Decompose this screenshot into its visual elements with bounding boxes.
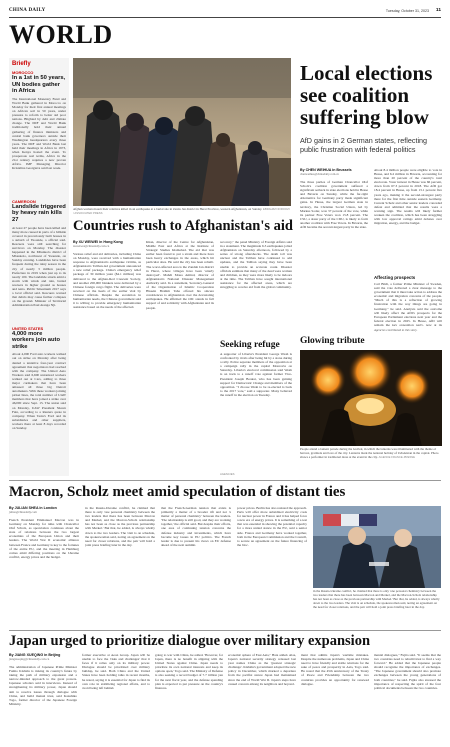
elections-col-2: About 8.4 million people were eligible to vote in Hesse, and 6.2 million in Bavaria, accounting for more than 20 percent of the country's total electorate. Voter turnout in Hesse was 66 percent, down from 67.3 percent in 2018. The AfD got 18.4 percent in Hesse, up from 13.1 percent five years ago, making it the second-strongest party there for the first time outside eastern Germany. Current Scholz and other senior leaders conceded defeat and admitted that the results were a warning sign. The results will likely further weaken the coalition, which has been struggling with low approval ratings amid debates over migration, energy, and the budget. [374,168,442,226]
elections-deck: AfD gains in 2 German states, reflecting public frustration with federal politics [300,136,428,154]
brief-body: At least 27 people have been killed and many more caused in parts of a hillside covered in precariously built houses in a suburb of Yaounde, a official said. Rescuers were still searching for survivors on Monday. The disaster happened in the Mbankolo district of Mbankolo, northwest of Yaounde, on Sunday evening. Landslides have been frequent during the rainy season in the city of nearly 3 million people. Prefecture in 2019 when just up to its nearly 100. The landslide struck amid a storm with winds and rain, buried rescuers in higher ground as houses and tents. Public Smeatnum 2017 says a local official said. Rescuers warned that debris may cause further collapses on the ground. Minister of Territorial Administration Paul Atanga Nji. [12,225,66,308]
elections-agencies-note: Agencies contributed to this story. [374,328,418,332]
byline-name: By XU WEIWEI in Hong Kong [73,240,123,244]
glowing-headline: Glowing tribute [300,336,365,346]
japan-col-2: former executive at Aeon Group. Japan will be unable to face the 'risks and challenges' that it faces if it relies only on its military power. Dialogue should be prioritized over military buildup, he said. Both China and the United States have been holding talks in recent months, he noted, saying it is essential for Japan to find its own role in stabilizing regional affairs, and to avoid being left behind. [82,653,150,690]
brief-body: The International Monetary Fund and World Bank gathered in Morocco on Monday for their first annual meetings on African soil in 50 years, under pressure to reform to better aid poor nations. Blighted by debt and climate change. The IMF and World Bank traditionally hold their annual gathering of finance ministers and central bank governors outside their Washington headquarters every three years. The IMF and World Bank last held their meetings in Africa in 1973, when Kenya hosted the event. To prosperous real terms, Africa in the 21st century requires a new proven Africa. IMF Managing Director Kristalina Georgieva said last week. [12,96,66,171]
paper-logo: CHINA DAILY [9,8,46,13]
glowing-caption-text: People attend a lantern parade during the festival, in which the lanterns were illuminated with the theme of harvest, gratitude and love of the city. Lanterns mark the national holiday of Uzbekistan in the capital. Photo shows a performer in traditional dress at the event in the city. [300,448,439,459]
section-title: WORLD [9,20,113,49]
brief-title: Landslide triggered by heavy rain kills 27 [12,203,66,223]
photo-caption [73,208,291,216]
issue-date: Tuesday, October 31, 2023 [385,9,429,13]
byline-email: julian@chinadaily.com [9,510,37,515]
glowing-credit: AGENCE FRANCE-PRESSE [378,454,416,459]
afghan-headline: Countries rush to Afghanistan's aid [73,218,293,234]
japan-col-6: mental dialogues," Fujita said. "It seems that the two countries need to rebuild trust to find a way forward." He added that the Japanese people should recognize the importance of exchanges. "The Japanese government should also promote exchanges between the young generations of both countries," he said. Fujita also stressed the importance of respecting the spirit of the four political documents between the two countries. [374,653,441,690]
japan-col-4: economic sphere of East Asia," Hata added. Alas, Japan's national security strategy released last year names China as the 'greatest strategic challenge'. Kishida's government adopted the new policy in December, which marked a departure from the pacifist stance Japan had maintained since the end of World War II. Japan's steps have caused concern among its neighbors and beyond. [228,653,296,686]
macron-col-1: French President Emmanuel Macron was in Germany on Monday for talks with Chancellor Olaf Scholz, as speculation continues about the state of relations between the two largest economies of the European Union and their leaders. The World War II economic alliance between France and Germany is key to the fortunes of the entire EU, and the meeting in Hamburg comes amid differing positions on the Ukraine conflict, energy prices and the budget. [9,518,79,559]
section-divider [9,630,441,631]
seeking-body: A supporter of Liberia's President George Weah is confronted by rivals after being hit by a stone during a rally. Police separate members of the opposition at a campaign rally in the capital Monrovia on Saturday. Liberia's electoral commission said Weah is on track to a runoff vote against former Vice-President Joseph Boakai, who has been gaining support for Democratic Change and members of the opposition. "I choose Weah to be re-elected is back to the 2017 vote," said a supporter. Many believed the runoff in the election on Tuesday. [220,352,292,397]
macron-col-4: power prices. Berlin has also resisted the approach. Paris will offer more subsidized electricity costs for nuclear power in France and it has helped force a new era of energy prices. It is something of a test that was essential in showing the potential capacity for a more united stance in the EU, said a senior aide. France and Germany have worked together, both in the European Commission and the Council, to secure an agreement on the future financing of the bloc. [237,506,307,547]
macron-col-3: that the French-German tension that exists is primarily a matter of a broader rift and not 'a matter of personal chemistry' between the leaders. 'The relationship is still good, and they are working together,' the official said. But despite their efforts, one area of continuing tension concerns the defense industry and investments, which have become key issues in EU politics. The French leader is due to present his views on EU defense ahead of the next summit. [161,506,231,547]
section-divider [9,480,441,481]
brief-place: MOROCCO [12,70,34,75]
japan-headline: Japan urged to prioritize dialogue over military expansion [9,633,371,649]
brief-item [12,70,66,195]
brief-body: About 4,000 Ford auto workers walked out on strike on Monday after being denied a tentative four-year contract agreement that negotiators had reached with the company. The United Auto Workers said 6,600 unionized workers walked out at Cars, adding to three major carmakers that have been amassed all three big Detroit automakers. With these workers joining picket lines, the total number of UAW members that have joined a strike over 46,000 since Sept. 15. The union said on Monday, UAW President Shawn Fain, according to a Reuters quote in company. When Tesla's Ford and its subsidiaries and other suppliers, workers there at least 8 days recorded on Sunday. [12,352,66,431]
seeking-credit: AGENCIES [220,472,235,476]
afghan-byline [73,240,141,248]
byline-name: By CHEN WEIHUA in Brussels [300,168,352,172]
briefly-column [9,58,69,476]
macron-headline: Macron, Scholz meet amid speculation of distant ties [9,484,346,500]
macron-byline [9,506,79,514]
masthead-bar [9,6,441,18]
briefly-label: Briefly [12,61,31,67]
japan-col-5: ment that admits Japan's wartime mistakes. Despite the numerous problems, Japan and China need to have friendly and stable relations for the sake of peace and prosperity in Asia, Togo said. He noted that the 45th anniversary of the Treaty of Peace and Friendship between the two countries provides an opportunity for renewed dialogue. [301,653,369,686]
macron-col-2: in the Russia-Ukraine conflict, he claimed that there is only 'one personal chemistry between the two leaders that there has been between Macron and Merkel, and the Macron-Scholz relationship has not been as close as the previous partnership with Merkel.' But that, he added, is always wholly down to the two leaders. The visit is on schedule, the spokeswoman said, noting an agreement on the need for closer relations, and the pair will hold a joint press briefing later in the day. [85,506,155,547]
elections-col-1: The three parties of German Chancellor Olaf Scholz's coalition government suffered a significant setback in state elections held in Hesse and Bavaria on Sunday, while the far-right Alternative for Germany party made significant gains. In Hesse, the largest German state in territory, the Christian Social Union, led by Markus Soder, won 37 percent of the vote, while its partner Free Voters won 15.8 percent. The CSU, a sister party of the CDU, is likely to form another coalition with Free Voters. In Bavaria, the AfD became the second-largest party in the state. [300,180,368,230]
byline-email: xuweiwei@chinadaily.com.cn [73,244,110,249]
brief-title: 4,000 more workers join auto strike [12,330,60,350]
earthquake-photo [73,58,291,206]
mourners-illustration [73,58,291,206]
brief-title: In a 1st in 50 years, UN bodies gather in Africa [12,75,66,95]
macron-photo-caption-text: in the Russia-Ukraine conflict, he claimed that there is only 'one personal chemistry between the two leaders that there has been between Macron and Merkel, and the Macron-Scholz relationship has not been as close as the previous partnership with Merkel.' But that, he added, is always wholly down to the two leaders. The visit is on schedule, the spokeswoman said, noting an agreement on the need for closer relations, and the pair will hold a joint press briefing later in the day. [313,590,440,609]
elections-byline [300,168,368,176]
afghan-col-1: Various relief and aid deliveries, including China on Monday, were received with a humanitarian response to Afghanistan's earthquake victims, as Afghanistan's Taliban-led government announced a new relief package. China's emergency relief package of 30 million yuan ($4.1 million) was delivered to the Afghan-Red Crescent Society, and another 200,000 blankets were delivered by a Chinese foreign cargo flight. The deliveries were received on the heels of the earlier visit by Chinese officials. Despite the escalation in humanitarian needs, the Chinese government said it is willing to provide emergency humanitarian assistance based on the needs of the affected. [73,252,141,310]
brief-item [12,326,66,445]
byline-email: jiangxueqing@chinadaily.com.cn [9,657,50,662]
elections-headline: Local elections see coalition suffering blow [300,61,433,129]
brief-place: CAMEROON [12,198,36,204]
glowing-caption [300,448,442,474]
macron-scholz-photo [313,506,441,588]
page-number: 11 [435,8,441,13]
seeking-headline: Seeking refuge [220,340,280,350]
elections-subhead: Affecting prospects [374,275,416,280]
leaders-illustration [313,506,441,588]
glowing-photo [300,350,442,446]
brief-place: UNITED STATES [12,325,44,331]
afghan-col-2: Khan, director of the Centre for Afghanistan, Middle East and Africa at the Institute of Strategic Studies Islamabad. The aid that was earlier been found to put a strain and there have been heavy exchanges in the areas, which hit particular sites. He said the city has been rebuilt. The worst-affected area is the Zandah Jan district in Herat, where villages have been 'utterly destroyed'. Mahdi Moua Amind, director of Afghanistan's National Disaster Management Authority said. In a statement, Secretary-General of the Organization of Islamic Cooperation Hissein Brahim Taha offered his sincere condolences to Afghanistan over the devastating earthquakes. He affirmed the OIC stands in full support of and solidarity with Afghanistan and its people. [146,240,214,310]
afghan-col-3: recovery," the panel Ministry of Foreign Affairs said in a statement. The magnitude 6.3 earthquakes jolted Afghanistan on Saturday afternoon, followed by a series of strong aftershocks. The death toll was unclear and the Taliban have continued to add updates, and the Taliban saying they have been unable to provide an accurate count. Disaster officials estimate that many of the dead were women and children, as they were more likely to be indoors at the time. The Taliban have sought international assistance for the affected areas, which are struggling to receive aid from the global community. [220,240,292,290]
elections-col-3: Carl Bildt, a former Prime Minister of Sweden, said the vote delivered a clear message to the government that it must take action to address the economic and migration concerns of the people. "Much of this is a reflection of growing frustration with the way things are going in Germany," he said. Analysts said the outcome will likely affect the AfD's prospects for the European Parliament elections next year and the federal election in 2025. In Hesse, AfD will remain the key opposition party, now at its [374,282,442,326]
byline-name: By JULIAN SHEA in London [9,506,57,510]
byline-email: chenweihua@chinadaily.com.cn [300,172,339,177]
photo-credit: EBRAHIM NOROOZI / ASSOCIATED PRESS [73,207,290,215]
japan-col-3: going to war with China, he added. 'However, for Japan, there is no benefit in aligning with the United States against China. Japan needs to prioritize its own national interests and keep its options open,' Togo said. The Ministry of Defense is also seeking a record budget of 7.7 trillion yen for the next fiscal year, and the defense spending plan is expected to put pressure on the country's finances. [155,653,223,690]
lantern-parade-illustration [300,350,442,446]
byline-name: By JIANG XUEQING in Beijing [9,653,61,657]
japan-col-1: The administration of Japanese Prime Minister Fumio Kishida is risking its country's future by taking the path of military expansion and a narrow-minded approach to the great powers. Japanese scholars said in interviews. Instead of strengthening its military power, Japan should aim to resolve issues through dialogue with China, and build mutual trust, said Kazuhiko Togo, former director of the Japanese Foreign Ministry. [9,665,77,706]
japan-byline [9,653,77,661]
macron-photo-caption [313,590,441,626]
brief-item [12,199,66,322]
photo-caption-text: Afghan women mourn their relatives killed in an earthquake at a burial site in Zenda Jan district in Herat Province, western Afghanistan, on Sunday. [73,207,263,211]
